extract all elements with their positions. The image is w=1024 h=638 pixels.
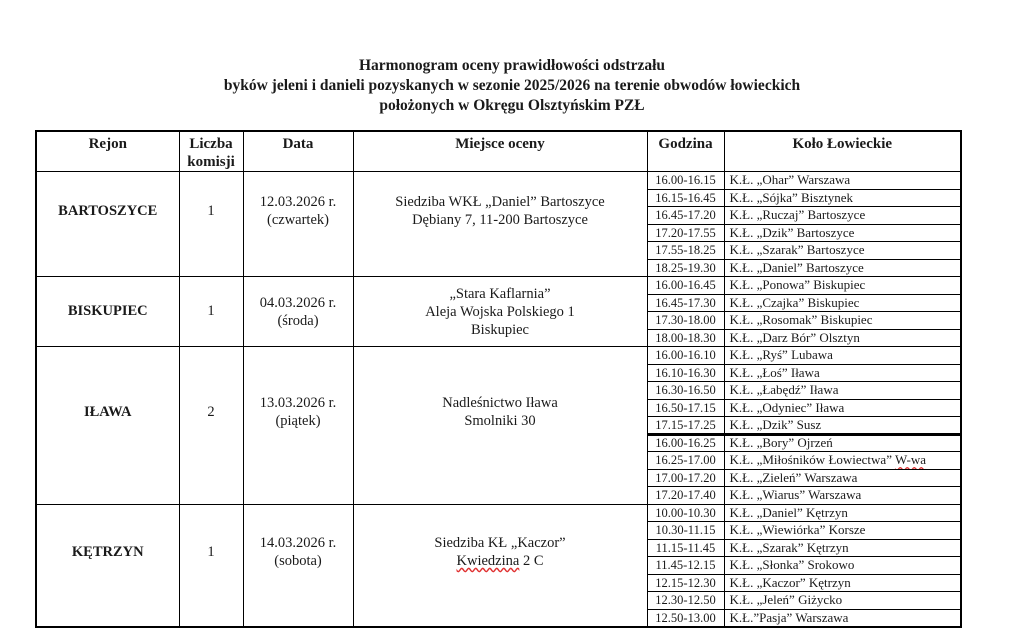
- kolo-cell: K.Ł. „Wiarus” Warszawa: [724, 487, 961, 505]
- data-line-weekday: (środa): [277, 312, 319, 329]
- col-header-miejsce-oceny: Miejsce oceny: [353, 131, 647, 172]
- godzina-cell: 17.30-18.00: [647, 312, 724, 330]
- kolo-cell: K.Ł. „Bory” Ojrzeń: [724, 434, 961, 452]
- miejsce-line: Kwiedzina 2 C: [456, 553, 544, 569]
- kolo-cell: K.Ł. „Zieleń” Warszawa: [724, 469, 961, 487]
- data-value: [244, 193, 353, 229]
- data-value: [244, 394, 353, 430]
- miejsce-value: [354, 534, 647, 570]
- godzina-cell: 10.30-11.15: [647, 522, 724, 540]
- kolo-cell: K.Ł. „Daniel” Kętrzyn: [724, 504, 961, 522]
- kolo-cell: K.Ł. „Odyniec” Iława: [724, 399, 961, 417]
- godzina-cell: 16.45-17.20: [647, 207, 724, 225]
- godzina-cell: 16.15-16.45: [647, 189, 724, 207]
- miejsce-value: [354, 394, 647, 430]
- slot-row: [36, 277, 961, 295]
- col-header-rejon: Rejon: [36, 131, 179, 172]
- rejon-cell: [36, 504, 179, 627]
- rejon-label: BISKUPIEC: [67, 303, 148, 319]
- kolo-cell: K.Ł. „Łabędź” Iława: [724, 382, 961, 400]
- slot-row: [36, 172, 961, 190]
- rejon-label: IŁAWA: [83, 403, 132, 420]
- miejsce-cell: [353, 504, 647, 627]
- rejon-label: KĘTRZYN: [71, 543, 144, 560]
- title-line-3: położonych w Okręgu Olsztyńskim PZŁ: [379, 97, 645, 114]
- godzina-cell: 11.15-11.45: [647, 539, 724, 557]
- kolo-cell: K.Ł. „Szarak” Kętrzyn: [724, 539, 961, 557]
- schedule-table: [35, 130, 962, 628]
- kolo-cell: K.Ł. „Sójka” Bisztynek: [724, 189, 961, 207]
- kolo-cell: K.Ł. „Szarak” Bartoszyce: [724, 242, 961, 260]
- rejon-cell: [36, 277, 179, 347]
- liczba-komisji-value: 2: [207, 403, 215, 420]
- godzina-cell: 16.00-16.15: [647, 172, 724, 190]
- data-line-date: 14.03.2026 r.: [259, 535, 337, 551]
- godzina-cell: 17.55-18.25: [647, 242, 724, 260]
- kolo-cell: K.Ł. „Darz Bór” Olsztyn: [724, 329, 961, 347]
- miejsce-cell: [353, 277, 647, 347]
- godzina-cell: 16.00-16.25: [647, 434, 724, 452]
- kolo-cell: K.Ł. „Rosomak” Biskupiec: [724, 312, 961, 330]
- data-cell: [243, 172, 353, 277]
- col-header-data: Data: [243, 131, 353, 172]
- miejsce-line: „Stara Kaflarnia”: [449, 285, 551, 302]
- godzina-cell: 16.25-17.00: [647, 452, 724, 470]
- col-header-godzina: Godzina: [647, 131, 724, 172]
- data-value: [244, 534, 353, 570]
- data-cell: [243, 277, 353, 347]
- miejsce-value: [354, 285, 647, 339]
- spellcheck-underline: W-wa: [894, 452, 927, 468]
- kolo-cell: K.Ł. „Dzik” Bartoszyce: [724, 224, 961, 242]
- godzina-cell: 12.50-13.00: [647, 609, 724, 627]
- godzina-cell: 11.45-12.15: [647, 557, 724, 575]
- kolo-cell: K.Ł. „Ohar” Warszawa: [724, 172, 961, 190]
- liczba-komisji-cell: [179, 347, 243, 505]
- kolo-cell: K.Ł. „Daniel” Bartoszyce: [724, 259, 961, 277]
- kolo-cell: K.Ł. „Słonka” Srokowo: [724, 557, 961, 575]
- kolo-cell: K.Ł. „Miłośników Łowiectwa” W-wa: [724, 452, 961, 470]
- kolo-cell: K.Ł. „Jeleń” Giżycko: [724, 592, 961, 610]
- data-cell: [243, 504, 353, 627]
- kolo-cell: K.Ł. „Ruczaj” Bartoszyce: [724, 207, 961, 225]
- slot-row: [36, 347, 961, 365]
- rejon-cell: [36, 172, 179, 277]
- godzina-cell: 17.00-17.20: [647, 469, 724, 487]
- kolo-cell: K.Ł. „Łoś” Iława: [724, 364, 961, 382]
- miejsce-line: Siedziba KŁ „Kaczor”: [434, 535, 566, 551]
- godzina-cell: 12.15-12.30: [647, 574, 724, 592]
- header-row: [36, 131, 961, 172]
- title-line-1: Harmonogram oceny prawidłowości odstrzału: [358, 57, 666, 74]
- godzina-cell: 16.00-16.10: [647, 347, 724, 365]
- godzina-cell: 10.00-10.30: [647, 504, 724, 522]
- kolo-cell: K.Ł.”Pasja” Warszawa: [724, 609, 961, 627]
- data-line-weekday: (czwartek): [267, 212, 329, 228]
- document-title: [0, 56, 1024, 116]
- data-line-weekday: (sobota): [274, 553, 322, 569]
- godzina-cell: 12.30-12.50: [647, 592, 724, 610]
- liczba-komisji-cell: [179, 504, 243, 627]
- godzina-cell: 17.20-17.55: [647, 224, 724, 242]
- kolo-cell: K.Ł. „Wiewiórka” Korsze: [724, 522, 961, 540]
- godzina-cell: 18.25-19.30: [647, 259, 724, 277]
- data-cell: [243, 347, 353, 505]
- data-value: [244, 294, 353, 330]
- godzina-cell: 16.30-16.50: [647, 382, 724, 400]
- data-line-date: 04.03.2026 r.: [259, 294, 337, 311]
- kolo-cell: K.Ł. „Czajka” Biskupiec: [724, 294, 961, 312]
- data-line-date: 13.03.2026 r.: [259, 395, 337, 412]
- miejsce-line: Biskupiec: [471, 321, 529, 338]
- liczba-komisji-value: 1: [207, 202, 215, 219]
- liczba-komisji-value: 1: [207, 543, 215, 560]
- miejsce-cell: [353, 172, 647, 277]
- miejsce-cell: [353, 347, 647, 505]
- kolo-cell: K.Ł. „Ryś” Lubawa: [724, 347, 961, 365]
- kolo-cell: K.Ł. „Dzik” Susz: [724, 417, 961, 435]
- miejsce-value: [354, 193, 647, 229]
- spellcheck-underline: Kwiedzina: [456, 553, 520, 569]
- liczba-komisji-cell: [179, 277, 243, 347]
- miejsce-line: Aleja Wojska Polskiego 1: [425, 303, 575, 320]
- liczba-komisji-cell: [179, 172, 243, 277]
- liczba-komisji-value: 1: [207, 303, 215, 319]
- miejsce-line: Siedziba WKŁ „Daniel” Bartoszyce: [395, 194, 605, 210]
- miejsce-line: Smolniki 30: [464, 413, 536, 430]
- godzina-cell: 16.00-16.45: [647, 277, 724, 295]
- godzina-cell: 16.45-17.30: [647, 294, 724, 312]
- rejon-label: BARTOSZYCE: [58, 202, 158, 219]
- kolo-cell: K.Ł. „Kaczor” Kętrzyn: [724, 574, 961, 592]
- godzina-cell: 16.10-16.30: [647, 364, 724, 382]
- godzina-cell: 17.20-17.40: [647, 487, 724, 505]
- rejon-cell: [36, 347, 179, 505]
- kolo-cell: K.Ł. „Ponowa” Biskupiec: [724, 277, 961, 295]
- miejsce-line: Nadleśnictwo Iława: [442, 395, 558, 412]
- godzina-cell: 17.15-17.25: [647, 417, 724, 435]
- godzina-cell: 18.00-18.30: [647, 329, 724, 347]
- col-header-kolo-lowieckie: Koło Łowieckie: [724, 131, 961, 172]
- miejsce-line: Dębiany 7, 11-200 Bartoszyce: [412, 212, 588, 228]
- title-line-2: byków jeleni i danieli pozyskanych w sezonie 2025/2026 na terenie obwodów łowieckich: [223, 77, 801, 94]
- col-header-liczba-komisji: Liczba komisji: [179, 131, 243, 172]
- godzina-cell: 16.50-17.15: [647, 399, 724, 417]
- slot-row: [36, 504, 961, 522]
- data-line-weekday: (piątek): [275, 413, 321, 430]
- data-line-date: 12.03.2026 r.: [259, 194, 337, 210]
